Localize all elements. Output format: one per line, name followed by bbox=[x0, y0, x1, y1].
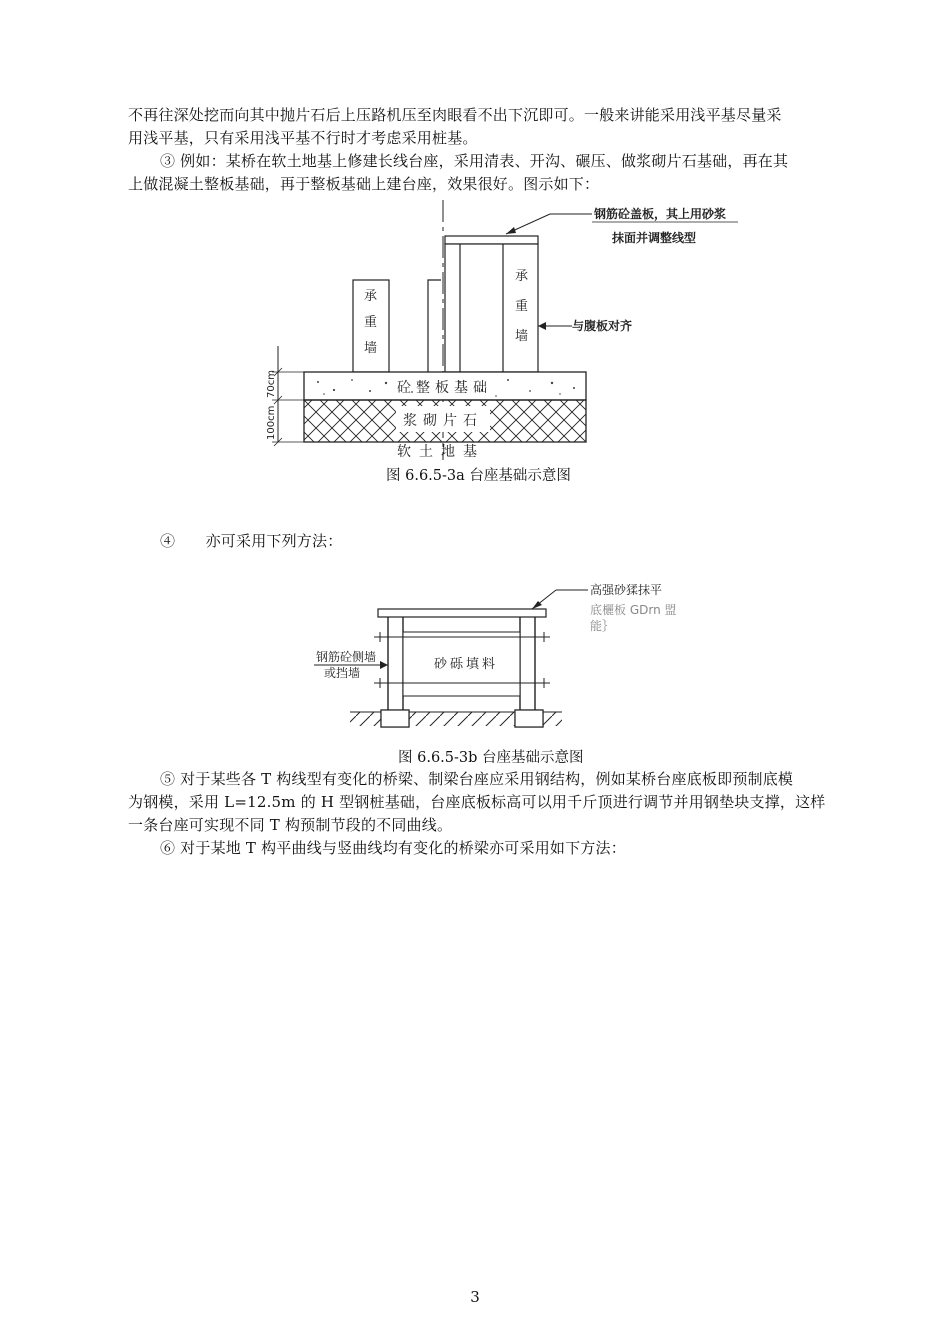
side-wall-label-line-2: 或挡墙 bbox=[324, 666, 361, 680]
paragraph-4-line-2: 为钢模，采用 L=12.5m 的 H 型钢桩基础，台座底板标高可以用千斤顶进行调节并用钢垫块支撑，这样 bbox=[128, 793, 826, 811]
right-wall-char-3: 墙 bbox=[515, 329, 529, 344]
faint-label-line-2: 能｝ bbox=[590, 619, 615, 633]
paragraph-5: ⑥ 对于某地 T 构平曲线与竖曲线均有变化的桥梁亦可采用如下方法： bbox=[160, 839, 626, 857]
layer-concrete-label: 砼整板基础 bbox=[397, 380, 492, 396]
side-wall-label-line-1: 钢筋砼侧墙 bbox=[316, 650, 377, 664]
figure-a-caption: 图 6.6.5-3a 台座基础示意图 bbox=[386, 468, 571, 484]
dim-70cm: 70cm bbox=[266, 370, 277, 398]
paragraph-1-line-1: 不再往深处挖而向其中抛片石后上压路机压至肉眼看不出下沉即可。一般来讲能采用浅平基尽量采 bbox=[128, 106, 782, 124]
paragraph-4-line-1: ⑤ 对于某些各 T 构线型有变化的桥梁、制梁台座应采用钢结构，例如某桥台座底板即预制底模 bbox=[160, 770, 794, 788]
paragraph-2-line-1: ③ 例如：某桥在软土地基上修建长线台座，采用清表、开沟、碾压、做浆砌片石基础，再在其 bbox=[160, 152, 789, 170]
layer-soil-label: 软土地基 bbox=[397, 444, 485, 460]
paragraph-2-line-2: 上做混凝土整板基础，再于整板基础上建台座，效果很好。图示如下： bbox=[128, 175, 600, 193]
figure-a-diagram bbox=[260, 196, 760, 462]
left-wall-char-3: 墙 bbox=[364, 341, 378, 356]
layer-rubble-label: 浆砌片石 bbox=[403, 413, 483, 429]
paragraph-1-line-2: 用浅平基，只有采用浅平基不行时才考虑采用桩基。 bbox=[128, 129, 478, 147]
dim-100cm: 100cm bbox=[266, 405, 277, 440]
right-wall-char-1: 承 bbox=[515, 269, 529, 284]
right-wall-char-2: 重 bbox=[515, 299, 529, 314]
gravel-fill-label: 砂砾填料 bbox=[434, 657, 499, 672]
mortar-top-layer bbox=[378, 609, 546, 617]
faint-label-line-1: 底欐板 GDrn 盟 bbox=[590, 603, 677, 617]
paragraph-3: ④ 亦可采用下列方法： bbox=[160, 532, 343, 550]
page-number: 3 bbox=[470, 1288, 480, 1306]
left-wall-char-1: 承 bbox=[364, 289, 378, 304]
mortar-label: 高强砂猱抹平 bbox=[590, 583, 663, 597]
figure-b-caption: 图 6.6.5-3b 台座基础示意图 bbox=[398, 750, 584, 766]
align-web-label: 与腹板对齐 bbox=[572, 319, 633, 333]
cover-slab-label-line-2: 抹面并调整线型 bbox=[612, 231, 697, 245]
figure-b-diagram bbox=[300, 576, 720, 746]
cover-slab bbox=[445, 236, 538, 244]
left-wall-char-2: 重 bbox=[364, 315, 378, 330]
paragraph-4-line-3: 一条台座可实现不同 T 构预制节段的不同曲线。 bbox=[128, 816, 453, 834]
cover-slab-label-line-1: 钢筋砼盖板，其上用砂浆 bbox=[594, 207, 727, 221]
